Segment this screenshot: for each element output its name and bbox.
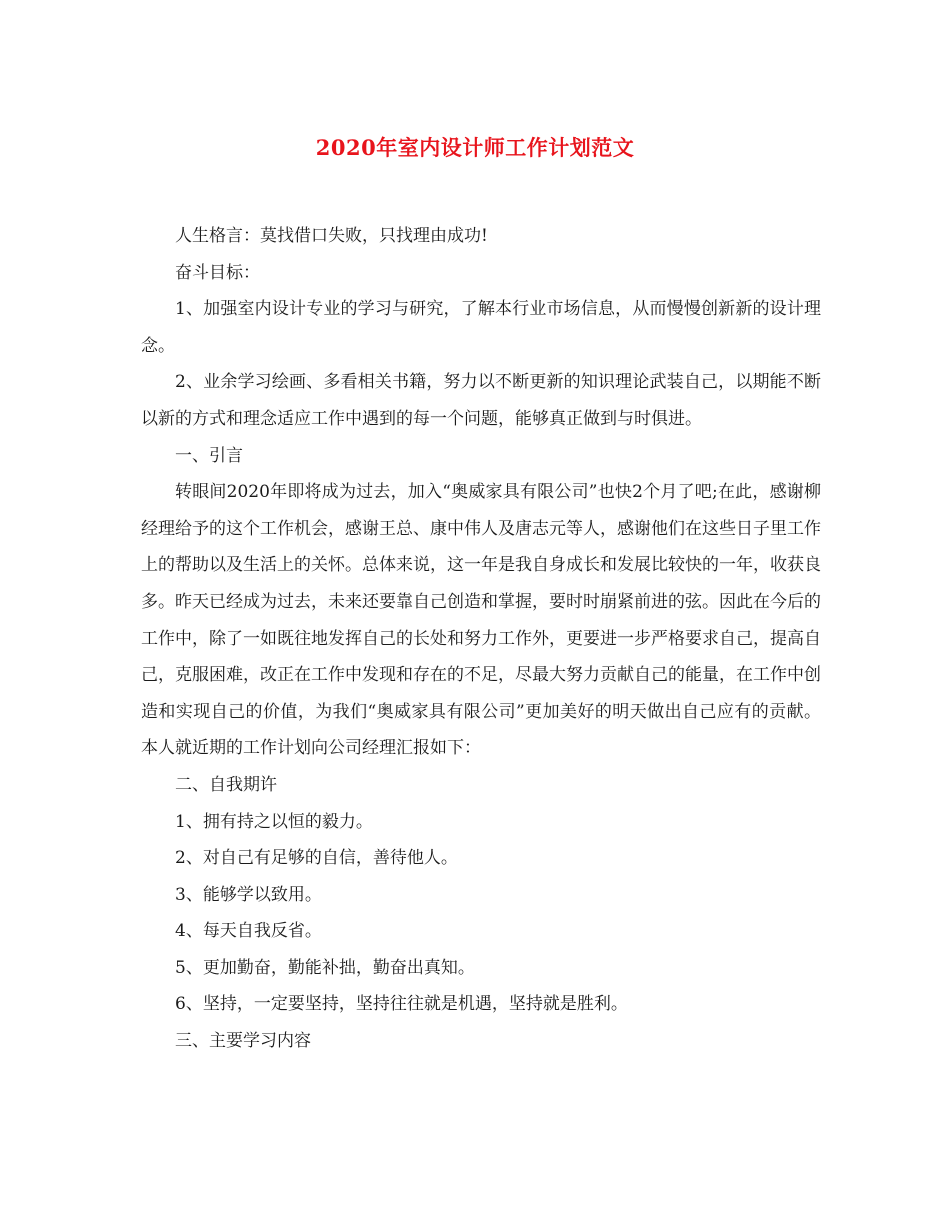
expectation-item-2: 2、对自己有足够的自信，善待他人。 — [175, 848, 458, 869]
section-heading-study-content: 三、主要学习内容 — [175, 1031, 311, 1052]
goals-heading: 奋斗目标： — [175, 262, 260, 283]
expectation-item-1: 1、拥有持之以恒的毅力。 — [175, 811, 373, 832]
expectation-item-5: 5、更加勤奋，勤能补拙，勤奋出真知。 — [175, 957, 475, 978]
section-heading-introduction: 一、引言 — [175, 445, 243, 466]
motto-paragraph: 人生格言：莫找借口失败，只找理由成功! — [175, 226, 488, 246]
introduction-paragraph: 转眼间2020年即将成为过去，加入“奥威家具有限公司”也快2个月了吧;在此，感谢柳经理给予的这个工作机会，感谢王总、康中伟人及唐志元等人，感谢他们在这些日子里工作上的帮助以及生活上的关怀。总体来说，这一年是我自身成长和发展比较快的一年，收获良多。昨天已经成为过去，未来还要靠自己创造和掌握，要时时崩紧前进的弦。因此在今后的工作中，除了一如既往地发挥自己的长处和努力工作外，更要进一步严格要求自己，提高自己，克服困难，改正在工作中发现和存在的不足，尽最大努力贡献自己的能量，在工作中创造和实现自己的价值，为我们“奥威家具有限公司”更加美好的明天做出自己应有的贡献。本人就近期的工作计划向公司经理汇报如下： — [141, 482, 821, 759]
section-heading-self-expectation: 二、自我期许 — [175, 774, 277, 795]
expectation-item-6: 6、坚持，一定要坚持，坚持往往就是机遇，坚持就是胜利。 — [175, 994, 628, 1015]
goal-item-2: 2、业余学习绘画、多看相关书籍，努力以不断更新的知识理论武装自己，以期能不断以新的方式和理念适应工作中遇到的每一个问题，能够真正做到与时俱进。 — [141, 372, 821, 429]
goal-item-1: 1、加强室内设计专业的学习与研究，了解本行业市场信息，从而慢慢创新新的设计理念。 — [141, 299, 821, 356]
expectation-item-3: 3、能够学以致用。 — [175, 884, 322, 905]
document-title: 2020年室内设计师工作计划范文 — [315, 135, 635, 160]
document-body — [141, 218, 821, 1060]
expectation-item-4: 4、每天自我反省。 — [175, 921, 322, 942]
